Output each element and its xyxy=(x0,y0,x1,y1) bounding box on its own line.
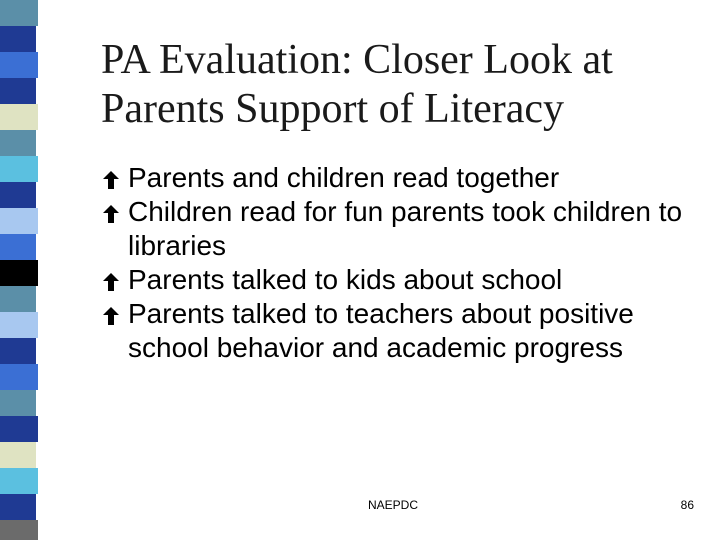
slide-title-line: PA Evaluation: Closer Look at xyxy=(101,37,613,83)
bullet-list xyxy=(100,161,700,365)
stripe-block xyxy=(0,390,36,416)
stripe-block xyxy=(0,208,38,234)
stripe-block xyxy=(0,182,36,208)
stripe-block xyxy=(0,442,36,468)
bullet-item xyxy=(100,195,700,263)
stripe-block xyxy=(0,312,38,338)
stripe-block xyxy=(0,78,36,104)
up-arrow-icon xyxy=(100,305,122,327)
bullet-text: Parents and children read together xyxy=(128,162,560,193)
stripe-block xyxy=(0,130,36,156)
bullet-item xyxy=(100,297,700,365)
stripe-block xyxy=(0,260,38,286)
up-arrow-icon xyxy=(100,203,122,225)
stripe-block xyxy=(0,494,36,520)
stripe-block xyxy=(0,364,38,390)
slide-title-line: Parents Support of Literacy xyxy=(101,86,565,132)
page-number: 86 xyxy=(680,498,694,512)
decorative-stripe xyxy=(0,0,66,540)
stripe-block xyxy=(0,416,38,442)
stripe-block xyxy=(0,52,38,78)
stripe-block xyxy=(0,156,38,182)
stripe-block xyxy=(0,286,36,312)
bullet-item xyxy=(100,161,700,195)
bullet-text: Children read for fun parents took children to libraries xyxy=(128,196,683,261)
stripe-block xyxy=(0,26,36,52)
bullet-text: Parents talked to teachers about positive school behavior and academic progress xyxy=(128,298,634,363)
stripe-block xyxy=(0,104,38,130)
bullet-item xyxy=(100,263,700,297)
stripe-block xyxy=(0,234,36,260)
bullet-text: Parents talked to kids about school xyxy=(128,264,563,295)
up-arrow-icon xyxy=(100,271,122,293)
stripe-block xyxy=(0,468,38,494)
slide-title xyxy=(101,36,701,134)
footer-organization: NAEPDC xyxy=(368,498,419,512)
stripe-block xyxy=(0,520,38,540)
up-arrow-icon xyxy=(100,169,122,191)
stripe-block xyxy=(0,0,38,26)
stripe-block xyxy=(0,338,36,364)
